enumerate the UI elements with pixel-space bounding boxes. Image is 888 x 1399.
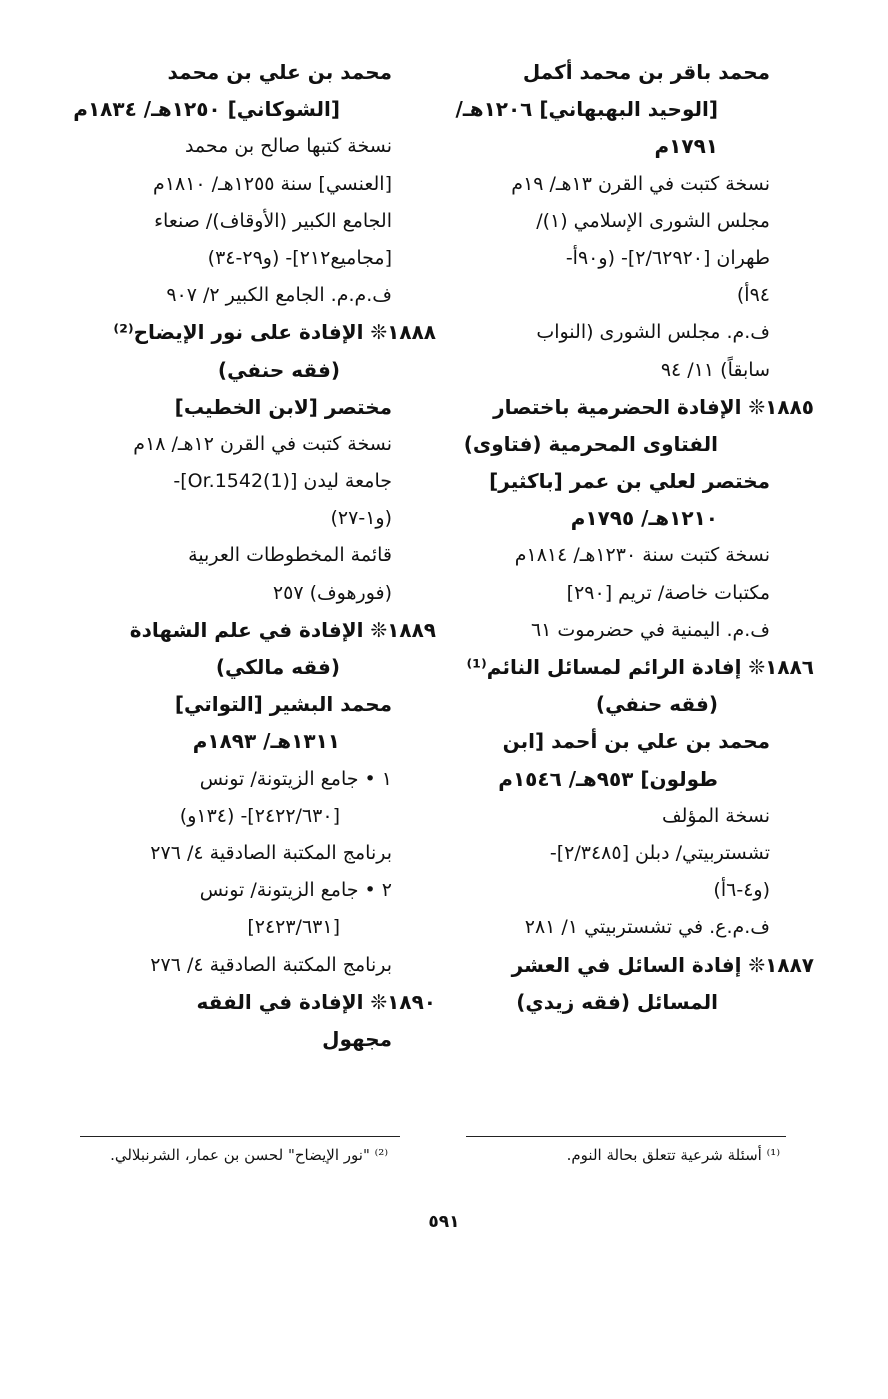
right-column-line: نسخة كتبت في القرن ١٣هـ/ ١٩م — [511, 172, 770, 195]
footnote-left: ⁽²⁾ "نور الإيضاح" لحسن بن عمار، الشرنبلالي. — [110, 1146, 388, 1164]
left-column-line: (فقه حنفي) — [217, 357, 340, 382]
page-number: ٥٩١ — [428, 1212, 460, 1232]
left-column-line: نسخة كتبها صالح بن محمد — [184, 135, 392, 158]
right-column-line: نسخة المؤلف — [661, 804, 770, 827]
right-column-line: سابقاً) ١١/ ٩٤ — [660, 358, 770, 381]
left-column-line: ١٨٨٩❊ الإفادة في علم الشهادة — [129, 617, 436, 642]
left-column-line: الجامع الكبير (الأوقاف)/ صنعاء — [154, 209, 392, 232]
right-column-line: محمد بن علي بن أحمد [ابن — [502, 729, 770, 754]
left-column — [52, 54, 436, 1058]
left-column-line: [٢٤٢٣/٦٣١] — [247, 916, 340, 939]
left-column-line: قائمة المخطوطات العربية — [188, 544, 392, 567]
left-column-line: [مجاميع٢١٢]- (و٢٩-٣٤) — [207, 246, 392, 269]
left-column-line: مجهول — [322, 1026, 392, 1051]
right-column-line: ف.م.ع. في تشستربيتي ١/ ٢٨١ — [524, 916, 770, 939]
right-column-line: ف.م. اليمنية في حضرموت ٦١ — [530, 618, 770, 641]
left-column-line: محمد بن علي بن محمد — [167, 60, 392, 84]
right-column-line: ١٨٨٧❊ إفادة السائل في العشر — [511, 952, 814, 977]
right-column-line: ١٨٨٦❊ إفادة الرائم لمسائل النائم⁽¹⁾ — [466, 655, 814, 679]
right-column-line: مختصر لعلي بن عمر [باكثير] — [489, 469, 770, 494]
left-column-line: ١٣١١هـ/ ١٨٩٣م — [192, 729, 340, 754]
right-column-line: طهران [٢/٦٢٩٢٠]- (و٩٠أ- — [565, 246, 770, 269]
right-column — [430, 54, 814, 1021]
left-column-line: برنامج المكتبة الصادقية ٤/ ٢٧٦ — [150, 953, 392, 976]
left-column-line: مختصر [لابن الخطيب] — [174, 394, 392, 419]
left-column-line: (و١-٢٧) — [330, 507, 392, 530]
right-column-line: تشستربيتي/ دبلن [٢/٣٤٨٥]- — [549, 841, 770, 864]
right-column-line: ٩٤أ) — [736, 284, 770, 307]
left-column-line: محمد البشير [التواتي] — [174, 692, 392, 717]
footnote-rule-right — [466, 1136, 786, 1137]
left-column-line: ٢ • جامع الزيتونة/ تونس — [199, 879, 392, 902]
left-column-line: ١ • جامع الزيتونة/ تونس — [199, 767, 392, 790]
right-column-line: مكتبات خاصة/ تريم [٢٩٠] — [566, 581, 770, 604]
right-column-line: المسائل (فقه زيدي) — [516, 989, 718, 1014]
right-column-line: طولون] ٩٥٣هـ/ ١٥٤٦م — [498, 766, 718, 791]
left-column-line: نسخة كتبت في القرن ١٢هـ/ ١٨م — [133, 432, 392, 455]
left-column-line: [العنسي] سنة ١٢٥٥هـ/ ١٨١٠م — [153, 172, 392, 195]
right-column-line: الفتاوى المحرمية (فتاوى) — [463, 431, 718, 456]
footnote-rule-left — [80, 1136, 400, 1137]
left-column-line: جامعة ليدن [Or.1542(1)]- — [173, 470, 392, 493]
left-column-line: (فورهوف) ٢٥٧ — [272, 581, 392, 604]
left-column-line: ١٨٨٨❊ الإفادة على نور الإيضاح⁽²⁾ — [113, 320, 436, 345]
right-column-line: (فقه حنفي) — [595, 692, 718, 717]
right-column-line: ف.م. مجلس الشورى (النواب — [536, 321, 770, 344]
footnote-right: ⁽¹⁾ أسئلة شرعية تتعلق بحالة النوم. — [566, 1146, 780, 1164]
right-column-line: مجلس الشورى الإسلامي (١)/ — [536, 209, 770, 232]
left-column-line: [الشوكاني] ١٢٥٠هـ/ ١٨٣٤م — [73, 97, 340, 122]
left-column-line: ف.م.م. الجامع الكبير ٢/ ٩٠٧ — [166, 284, 392, 307]
left-column-line: برنامج المكتبة الصادقية ٤/ ٢٧٦ — [150, 841, 392, 864]
right-column-line: ١٢١٠هـ/ ١٧٩٥م — [570, 506, 718, 531]
right-column-line: ١٧٩١م — [654, 134, 718, 159]
right-column-line: (و٤-٦أ) — [713, 879, 770, 902]
left-column-line: ١٨٩٠❊ الإفادة في الفقه — [196, 989, 436, 1014]
left-column-line: [٢٤٢٢/٦٣٠]- (١٣٤و) — [179, 804, 340, 827]
right-column-line: محمد باقر بن محمد أكمل — [522, 60, 770, 84]
left-column-line: (فقه مالكي) — [215, 655, 340, 679]
right-column-line: نسخة كتبت سنة ١٢٣٠هـ/ ١٨١٤م — [514, 544, 770, 567]
right-column-line: [الوحيد البهبهاني] ١٢٠٦هـ/ — [455, 97, 718, 122]
right-column-line: ١٨٨٥❊ الإفادة الحضرمية باختصار — [493, 394, 814, 419]
